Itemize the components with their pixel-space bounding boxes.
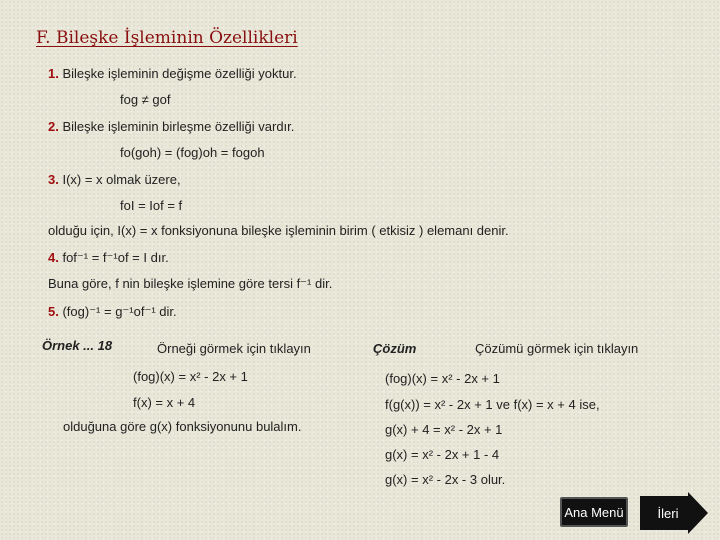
property-5 (48, 304, 177, 320)
example-line-3: olduğuna göre g(x) fonksiyonunu bulalım. (63, 419, 302, 434)
solution-line-1: (fog)(x) = x² - 2x + 1 (385, 371, 500, 386)
page-title: F. Bileşke İşleminin Özellikleri (36, 28, 298, 48)
solution-line-3: g(x) + 4 = x² - 2x + 1 (385, 422, 503, 437)
main-menu-label: Ana Menü (564, 504, 624, 520)
next-button[interactable] (640, 492, 708, 534)
property-text: I(x) = x olmak üzere, (62, 172, 181, 187)
property-4-note: Buna göre, f nin bileşke işlemine göre tersi f⁻¹ dir. (48, 276, 333, 291)
solution-line-4: g(x) = x² - 2x + 1 - 4 (385, 447, 500, 462)
example-line-2: f(x) = x + 4 (133, 395, 196, 410)
property-text: Bileşke işleminin birleşme özelliği vardır. (62, 119, 295, 134)
property-number: 2. (48, 119, 59, 134)
property-number: 4. (48, 250, 59, 265)
main-menu-button[interactable] (560, 497, 628, 527)
property-3-note: olduğu için, I(x) = x fonksiyonuna bileşke işleminin birim ( etkisiz ) elemanı denir. (48, 223, 509, 238)
solution-reveal-link[interactable]: Çözümü görmek için tıklayın (475, 341, 639, 356)
property-4 (48, 250, 169, 266)
property-number: 5. (48, 304, 59, 319)
example-label: Örnek ... 18 (42, 338, 113, 353)
property-1 (48, 66, 297, 81)
solution-label: Çözüm (373, 341, 417, 356)
property-text: (fog)⁻¹ = g⁻¹of⁻¹ dir. (62, 304, 177, 319)
property-number: 3. (48, 172, 59, 187)
property-text: Bileşke işleminin değişme özelliği yoktur. (62, 66, 297, 81)
property-2-formula: fo(goh) = (fog)oh = fogoh (120, 145, 265, 160)
property-1-formula: fog ≠ gof (120, 92, 171, 107)
example-line-1: (fog)(x) = x² - 2x + 1 (133, 369, 248, 384)
example-reveal-link[interactable]: Örneği görmek için tıklayın (157, 341, 311, 356)
property-number: 1. (48, 66, 59, 81)
next-label: İleri (657, 505, 679, 521)
property-2 (48, 119, 294, 134)
property-3-formula: foI = Iof = f (120, 198, 183, 213)
solution-line-5: g(x) = x² - 2x - 3 olur. (385, 472, 506, 487)
property-text: fof⁻¹ = f⁻¹of = I dır. (62, 250, 169, 265)
property-3 (48, 172, 181, 187)
solution-line-2: f(g(x)) = x² - 2x + 1 ve f(x) = x + 4 ise, (385, 397, 600, 412)
